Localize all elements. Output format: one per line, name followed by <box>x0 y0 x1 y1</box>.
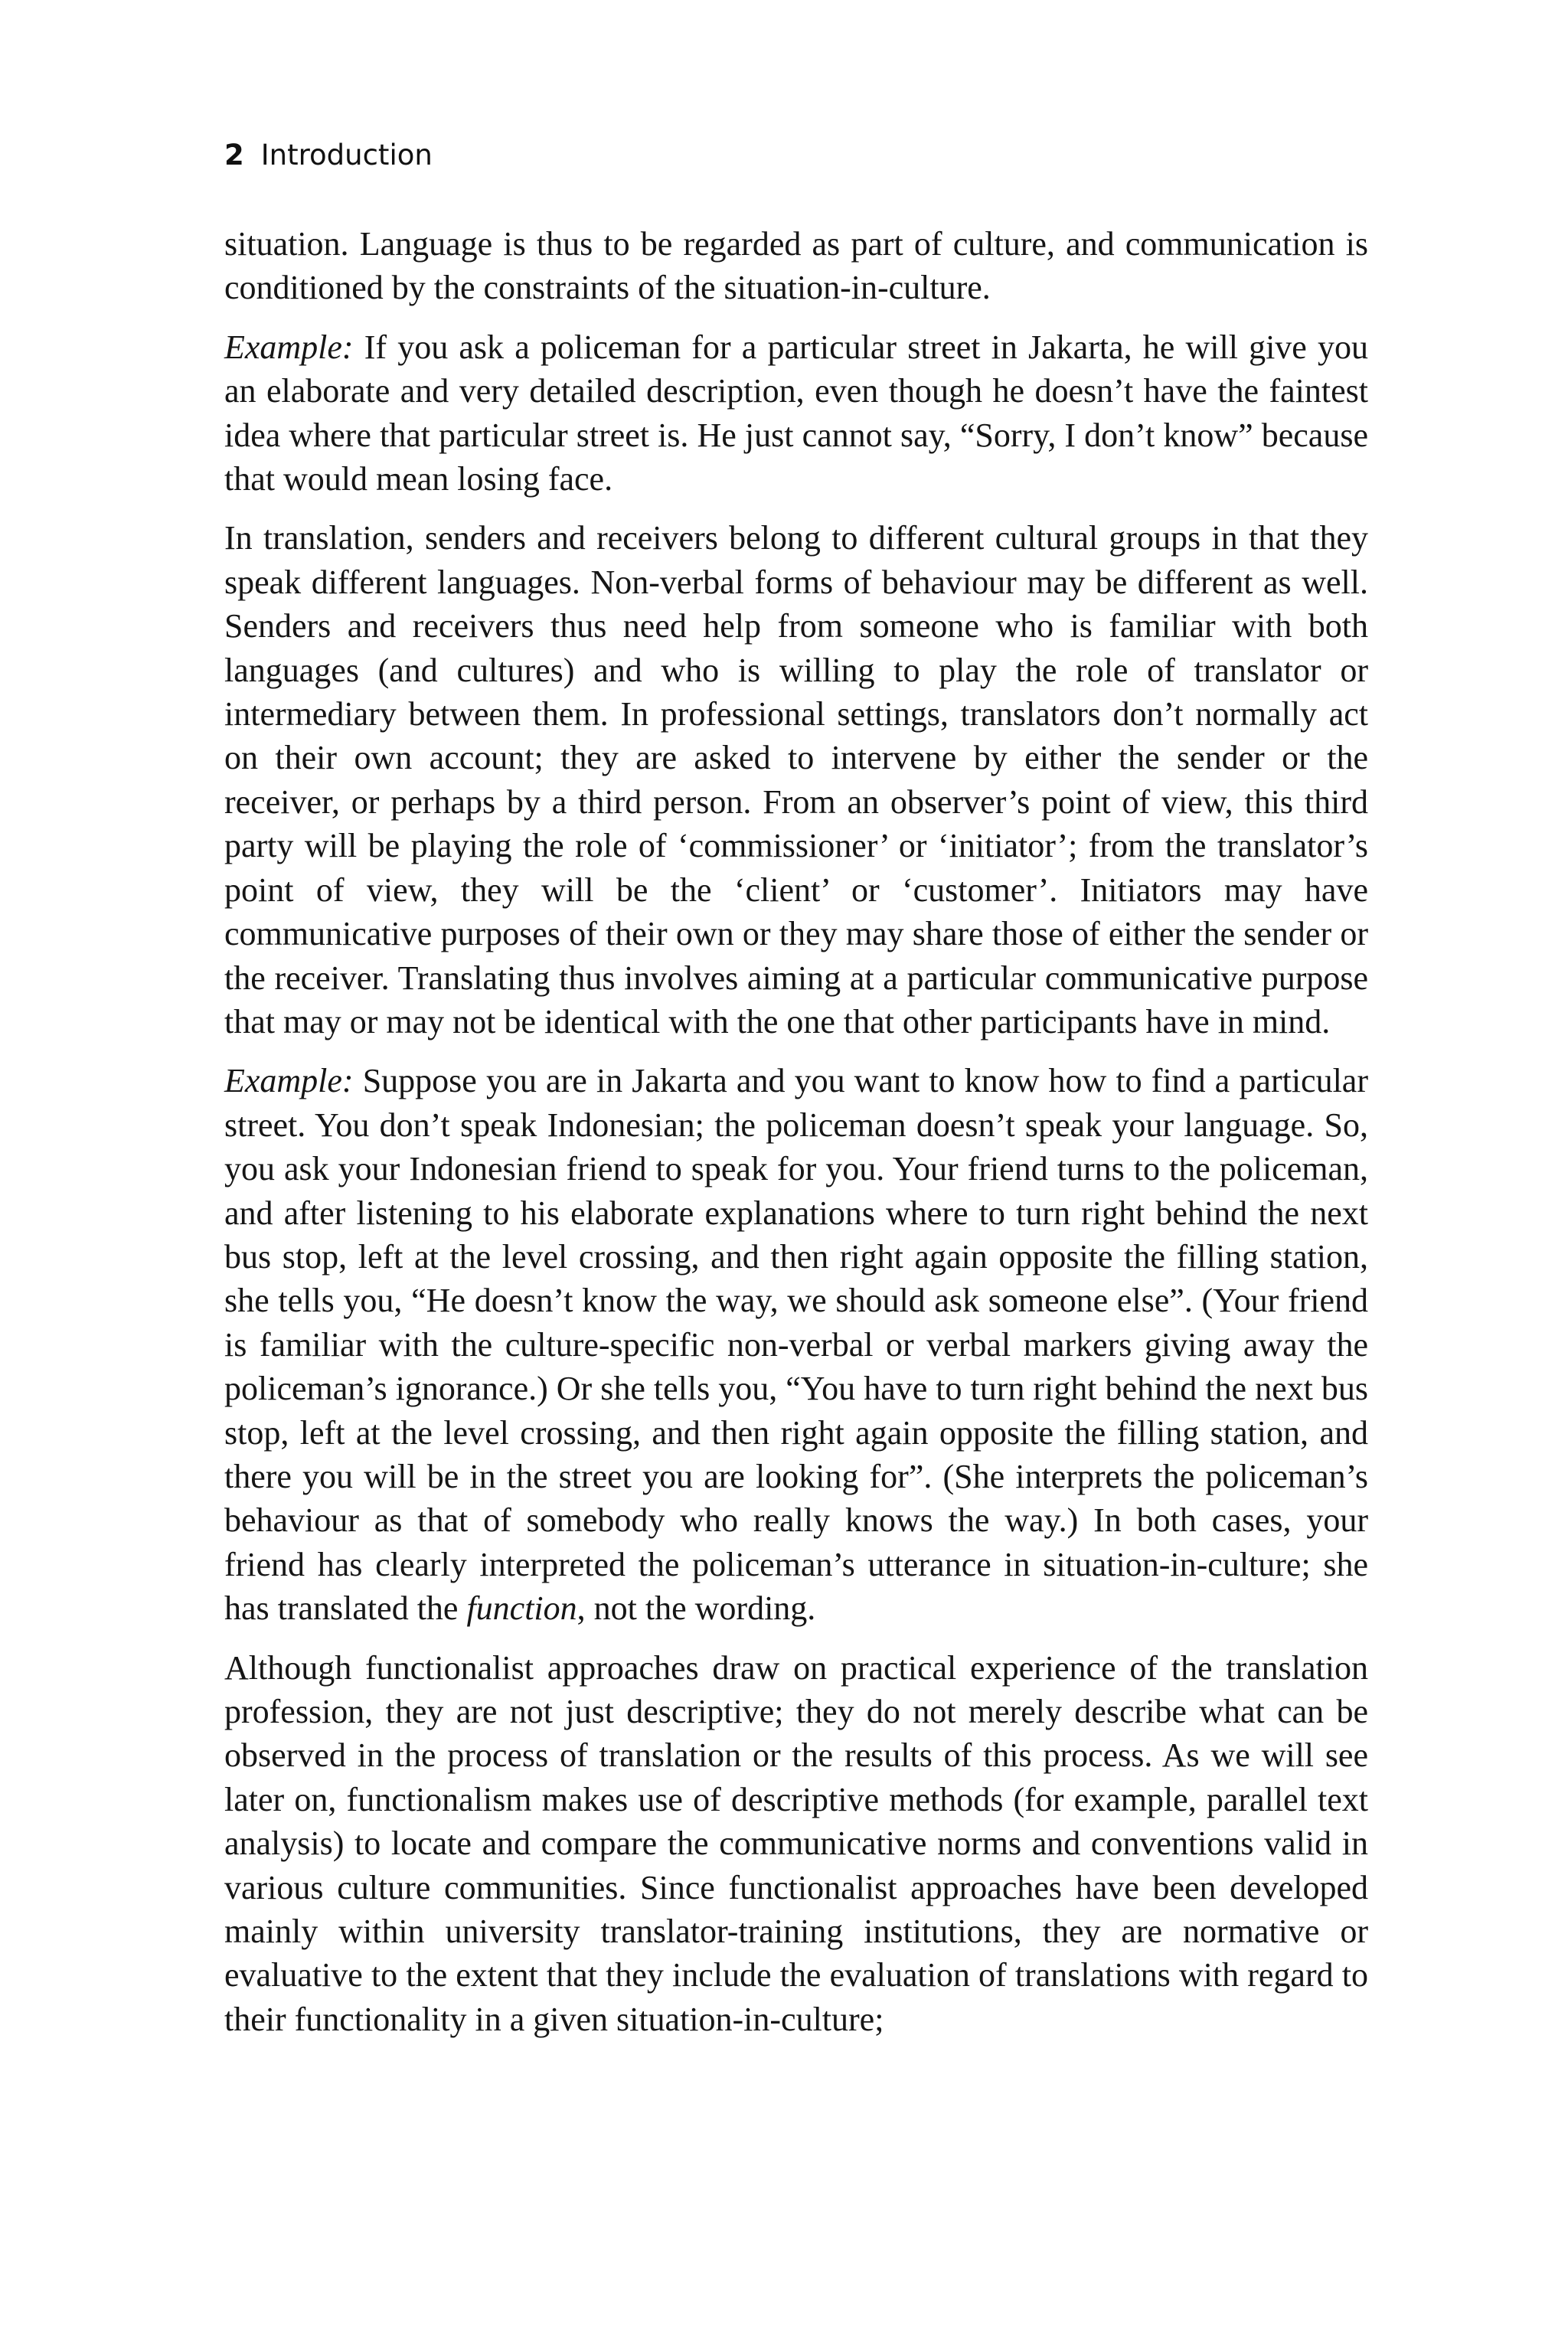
paragraph-example-1 <box>224 325 1368 501</box>
emphasis-function: function <box>466 1589 577 1628</box>
paragraph-text: Although functionalist approaches draw on practical experience of the translation profession, they are not just descriptive; they do not merely describe what can be observed in the process of translation or the results of this process. As we will see later on, functionalism makes use of descriptive methods (for example, parallel text analysis) to locate and compare the communicative norms and conventions valid in various culture communities. Since functionalist approaches have been developed mainly within university translator-training institutions, they are normative or evaluative to the extent that they include the evaluation of translations with regard to their functionality in a given situation-in-culture; <box>224 1648 1368 2038</box>
paragraph-text: If you ask a policeman for a particular street in Jakarta, he will give you an elaborate and very detailed description, even though he doesn’t have the faintest idea where that particular street is. He just cannot say, “Sorry, I don’t know” because that would mean losing face. <box>224 328 1368 498</box>
paragraph-example-2 <box>224 1059 1368 1630</box>
page-number: 2 <box>224 139 244 172</box>
paragraph-text: In translation, senders and receivers belong to different cultural groups in that they speak different languages. Non-verbal forms of behaviour may be different as well. Senders and receivers thus need help from someone who is familiar with both languages (and cultures) and who is willing to play the role of translator or intermediary between them. In professional settings, translators don’t normally act on their own account; they are asked to intervene by either the sender or the receiver, or perhaps by a third person. From an observer’s point of view, this third party will be playing the role of ‘commissioner’ or ‘initiator’; from the translator’s point of view, they will be the ‘client’ or ‘customer’. Initiators may have communicative purposes of their own or they may share those of either the sender or the receiver. Translating thus involves aiming at a particular communicative purpose that may or may not be identical with the one that other participants have in mind. <box>224 519 1368 1040</box>
paragraph-text-end: , not the wording. <box>577 1589 816 1628</box>
section-title: Introduction <box>260 139 433 172</box>
running-head <box>224 139 433 172</box>
paragraph-translation-roles <box>224 516 1368 1044</box>
paragraph-continuation <box>224 222 1368 310</box>
example-label: Example: <box>224 328 354 366</box>
paragraph-functionalist-approaches <box>224 1646 1368 2042</box>
paragraph-text: Suppose you are in Jakarta and you want to know how to find a particular street. You don’t speak Indonesian; the policeman doesn’t speak your language. So, you ask your Indonesian friend to speak for you. Your friend turns to the policeman, and after listening to his elaborate explanations where to turn right behind the next bus stop, left at the level crossing, and then right again opposite the filling station, she tells you, “He doesn’t know the way, we should ask someone else”. (Your friend is familiar with the culture-specific non-verbal or verbal markers giving away the policeman’s ignorance.) Or she tells you, “You have to turn right behind the next bus stop, left at the level crossing, and then right again opposite the filling station, and there you will be in the street you are looking for”. (She interprets the policeman’s behaviour as that of somebody who really knows the way.) In both cases, your friend has clearly interpreted the policeman’s utterance in situation-in-culture; she has translated the <box>224 1062 1368 1628</box>
example-label: Example: <box>224 1062 354 1100</box>
paragraph-text: situation. Language is thus to be regarded as part of culture, and communication is conditioned by the constraints of the situation-in-culture. <box>224 225 1368 307</box>
body-text <box>224 222 1368 2056</box>
